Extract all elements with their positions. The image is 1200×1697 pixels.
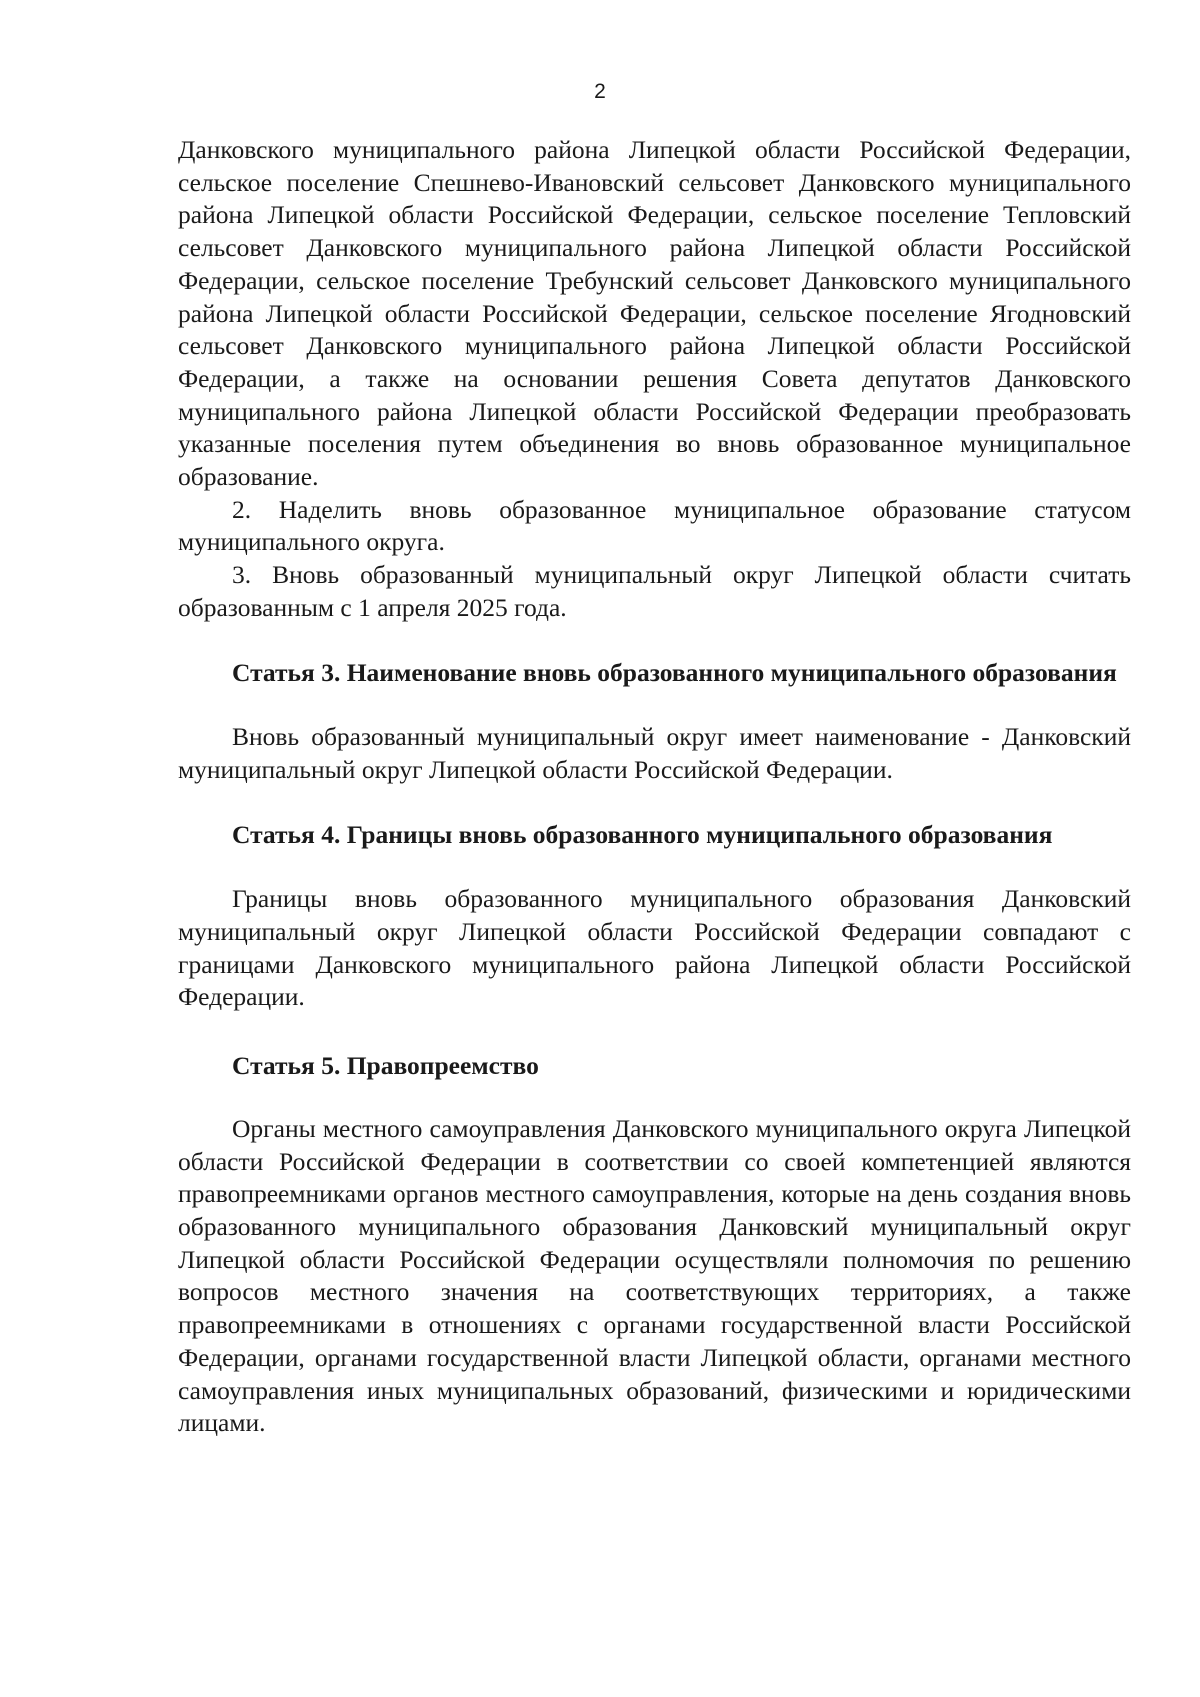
article-5-heading: Статья 5. Правопреемство [232,1051,539,1081]
article-3-heading: Статья 3. Наименование вновь образованного муниципального образования [232,657,1117,687]
page-number: 2 [594,80,606,103]
article-3-text: Вновь образованный муниципальный округ имеет наименование - Данковский муниципальный округ Липецкой области Российской Федерации. [178,722,1131,784]
article-4-heading: Статья 4. Границы вновь образованного муниципального образования [232,819,1053,849]
item-3-paragraph: 3. Вновь образованный муниципальный округ Липецкой области считать образованным с 1 апреля 2025 года. [178,560,1131,622]
article-4-text: Границы вновь образованного муниципального образования Данковский муниципальный округ Липецкой области Российской Федерации совпадают с границами Данковского муниципального района Липецкой области Российской Федерации. [178,884,1131,1012]
article-5-text: Органы местного самоуправления Данковского муниципального округа Липецкой области Российской Федерации в соответствии со своей компетенцией являются правопреемниками органов местного самоуправления, которые на день создания вновь образованного муниципального образования Данковский муниципальный округ Липецкой области Российской Федерации осуществляли полномочия по решению вопросов местного значения на соответствующих территориях, а также правопреемниками в отношениях с органами государственной власти Российской Федерации, органами государственной власти Липецкой области, органами местного самоуправления иных муниципальных образований, физическими и юридическими лицами. [178,1113,1131,1438]
document-body [178,134,1131,1440]
continuation-paragraph: Данковского муниципального района Липецкой области Российской Федерации, сельское поселение Спешнево-Ивановский сельсовет Данковского муниципального района Липецкой области Российской Федерации, сельское поселение Тепловский сельсовет Данковского муниципального района Липецкой области Российской Федерации, сельское поселение Требунский сельсовет Данковского муниципального района Липецкой области Российской Федерации, сельское поселение Ягодновский сельсовет Данковского муниципального района Липецкой области Российской Федерации, а также на основании решения Совета депутатов Данковского муниципального района Липецкой области Российской Федерации преобразовать указанные поселения путем объединения во вновь образованное муниципальное образование. [178,135,1131,492]
item-2-paragraph: 2. Наделить вновь образованное муниципальное образование статусом муниципального округа. [178,494,1131,557]
